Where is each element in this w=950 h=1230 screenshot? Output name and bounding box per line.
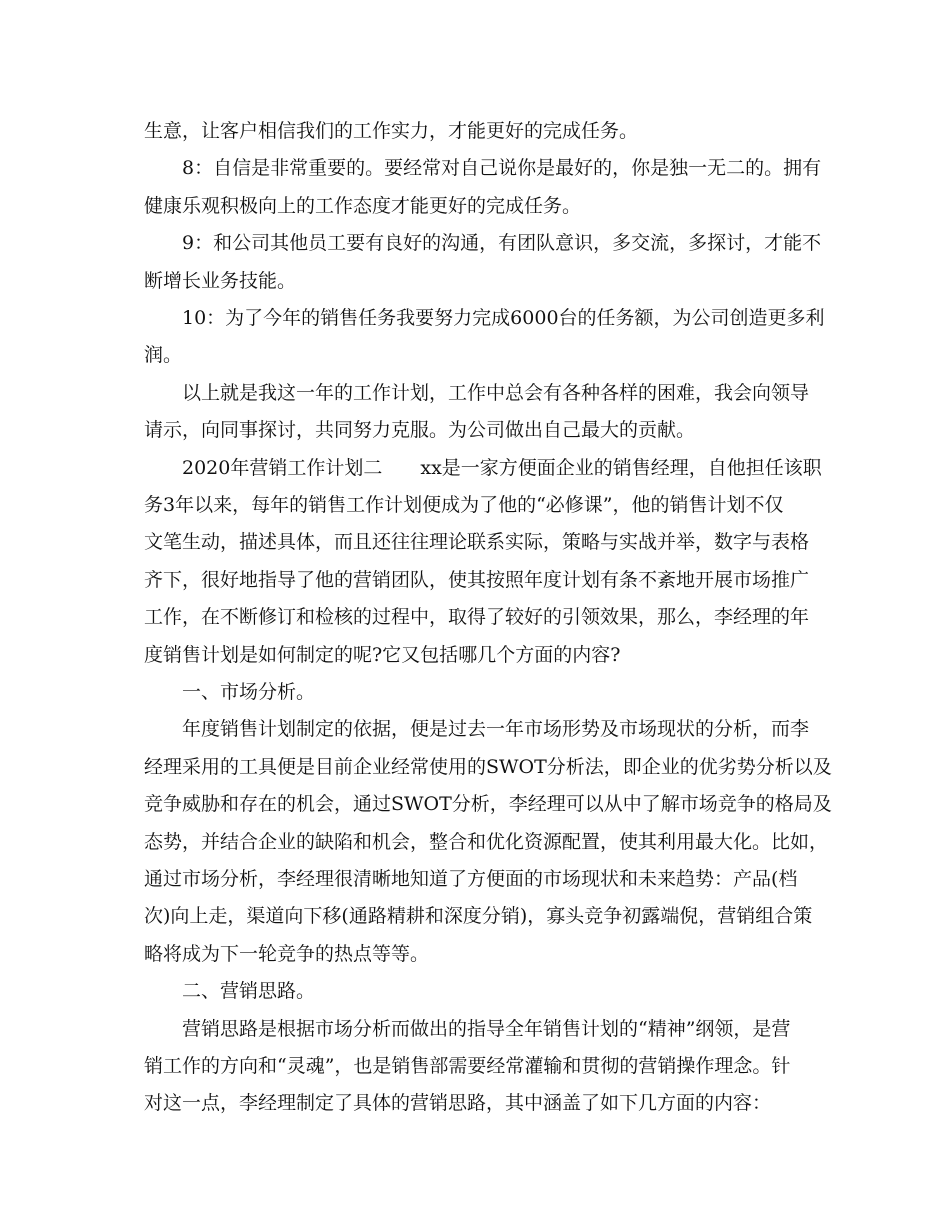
section-heading: 一、市场分析。 [182, 681, 316, 703]
text-line: 务3年以来，每年的销售工作计划便成为了他的“必修课”，他的销售计划不仅 [144, 494, 784, 516]
text-line: 次)向上走，渠道向下移(通路精耕和深度分销)，寡头竞争初露端倪，营销组合策 [144, 905, 813, 927]
text-line: 态势，并结合企业的缺陷和机会，整合和优化资源配置，使其利用最大化。比如， [144, 831, 829, 853]
text-line: 润。 [144, 344, 183, 366]
text-line: 健康乐观积极向上的工作态度才能更好的完成任务。 [144, 195, 582, 217]
text-line: 略将成为下一轮竞争的热点等等。 [144, 943, 430, 965]
text-line: 10：为了今年的销售任务我要努力完成6000台的任务额，为公司创造更多利 [182, 307, 825, 329]
text-line: 以上就是我这一年的工作计划，工作中总会有各种各样的困难，我会向领导 [182, 382, 810, 404]
text-line: 对这一点，李经理制定了具体的营销思路，其中涵盖了如下几方面的内容： [144, 1092, 772, 1114]
text-line: 度销售计划是如何制定的呢?它又包括哪几个方面的内容? [144, 644, 621, 666]
text-line: 8：自信是非常重要的。要经常对自己说你是最好的，你是独一无二的。拥有 [182, 157, 822, 179]
text-line: 2020年营销工作计划二 xx是一家方便面企业的销售经理，自他担任该职 [182, 457, 822, 479]
text-line: 通过市场分析，李经理很清晰地知道了方便面的市场现状和未来趋势：产品(档 [144, 868, 798, 890]
text-line: 生意，让客户相信我们的工作实力，才能更好的完成任务。 [144, 120, 639, 142]
text-line: 文笔生动，描述具体，而且还往往理论联系实际，策略与实战并举，数字与表格 [144, 531, 810, 553]
text-line: 断增长业务技能。 [144, 270, 297, 292]
text-line: 齐下，很好地指导了他的营销团队，使其按照年度计划有条不紊地开展市场推广 [144, 569, 810, 591]
text-line: 经理采用的工具便是目前企业经常使用的SWOT分析法，即企业的优劣势分析以及 [144, 756, 832, 778]
text-line: 请示，向同事探讨，共同努力克服。为公司做出自己最大的贡献。 [144, 419, 696, 441]
text-line: 9：和公司其他员工要有良好的沟通，有团队意识，多交流，多探讨，才能不 [182, 232, 822, 254]
text-line: 销工作的方向和“灵魂”，也是销售部需要经常灌输和贯彻的营销操作理念。针 [144, 1055, 791, 1077]
text-line: 工作，在不断修订和检核的过程中，取得了较好的引领效果，那么，李经理的年 [144, 606, 810, 628]
text-line: 竞争威胁和存在的机会，通过SWOT分析，李经理可以从中了解市场竞争的格局及 [144, 793, 832, 815]
section-heading: 二、营销思路。 [182, 980, 316, 1002]
text-line: 营销思路是根据市场分析而做出的指导全年销售计划的“精神”纲领，是营 [182, 1018, 791, 1040]
text-line: 年度销售计划制定的依据，便是过去一年市场形势及市场现状的分析，而李 [182, 718, 810, 740]
